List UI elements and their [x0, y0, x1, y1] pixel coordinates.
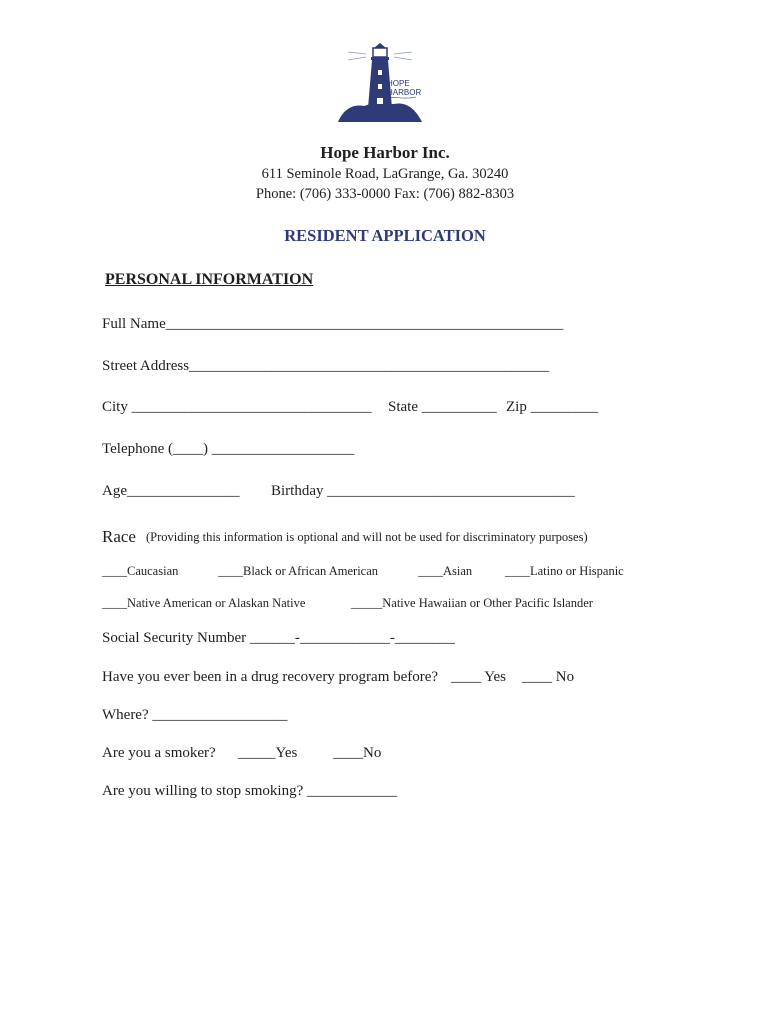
where-field[interactable]: Where? __________________ [102, 707, 288, 723]
full-name-field[interactable]: Full Name_____________________________________________________ [102, 316, 564, 332]
race-note: (Providing this information is optional and will not be used for discriminatory purposes) [146, 530, 588, 544]
smoker-no[interactable]: ____No [333, 745, 382, 761]
organization-address: 611 Seminole Road, LaGrange, Ga. 30240 [261, 166, 509, 182]
race-label: Race [102, 527, 136, 546]
section-title: PERSONAL INFORMATION [105, 271, 314, 288]
drug-program-yes[interactable]: ____ Yes [451, 669, 507, 685]
birthday-field[interactable]: Birthday _________________________________ [271, 483, 575, 499]
logo-text-hope: HOPE [387, 79, 410, 88]
ssn-field[interactable]: Social Security Number ______-____________-________ [102, 630, 455, 646]
race-option-latino[interactable]: ____Latino or Hispanic [505, 564, 624, 578]
drug-program-question: Have you ever been in a drug recovery program before? [102, 669, 439, 685]
smoker-question: Are you a smoker? [102, 745, 216, 761]
race-option-asian[interactable]: ____Asian [418, 564, 473, 578]
organization-name: Hope Harbor Inc. [320, 143, 450, 162]
smoker-yes[interactable]: _____Yes [238, 745, 298, 761]
logo-text-harbor: HARBOR [387, 88, 422, 97]
form-title: RESIDENT APPLICATION [284, 226, 486, 245]
race-option-native-american[interactable]: ____Native American or Alaskan Native [102, 596, 306, 610]
race-option-caucasian[interactable]: ____Caucasian [102, 564, 179, 578]
age-field[interactable]: Age_______________ [102, 483, 240, 499]
race-option-black[interactable]: ____Black or African American [218, 564, 379, 578]
organization-phone-fax: Phone: (706) 333-0000 Fax: (706) 882-8303 [255, 186, 515, 202]
stop-smoking-field[interactable]: Are you willing to stop smoking? ____________ [102, 783, 397, 799]
city-field[interactable]: City ________________________________ [102, 399, 372, 415]
telephone-field[interactable]: Telephone (____) ___________________ [102, 441, 355, 457]
state-field[interactable]: State __________ [388, 399, 497, 415]
street-address-field[interactable]: Street Address________________________________________________ [102, 358, 550, 374]
zip-field[interactable]: Zip _________ [506, 399, 599, 415]
drug-program-no[interactable]: ____ No [522, 669, 575, 685]
lighthouse-logo [334, 40, 426, 124]
race-option-native-hawaiian[interactable]: _____Native Hawaiian or Other Pacific Islander [351, 596, 593, 610]
